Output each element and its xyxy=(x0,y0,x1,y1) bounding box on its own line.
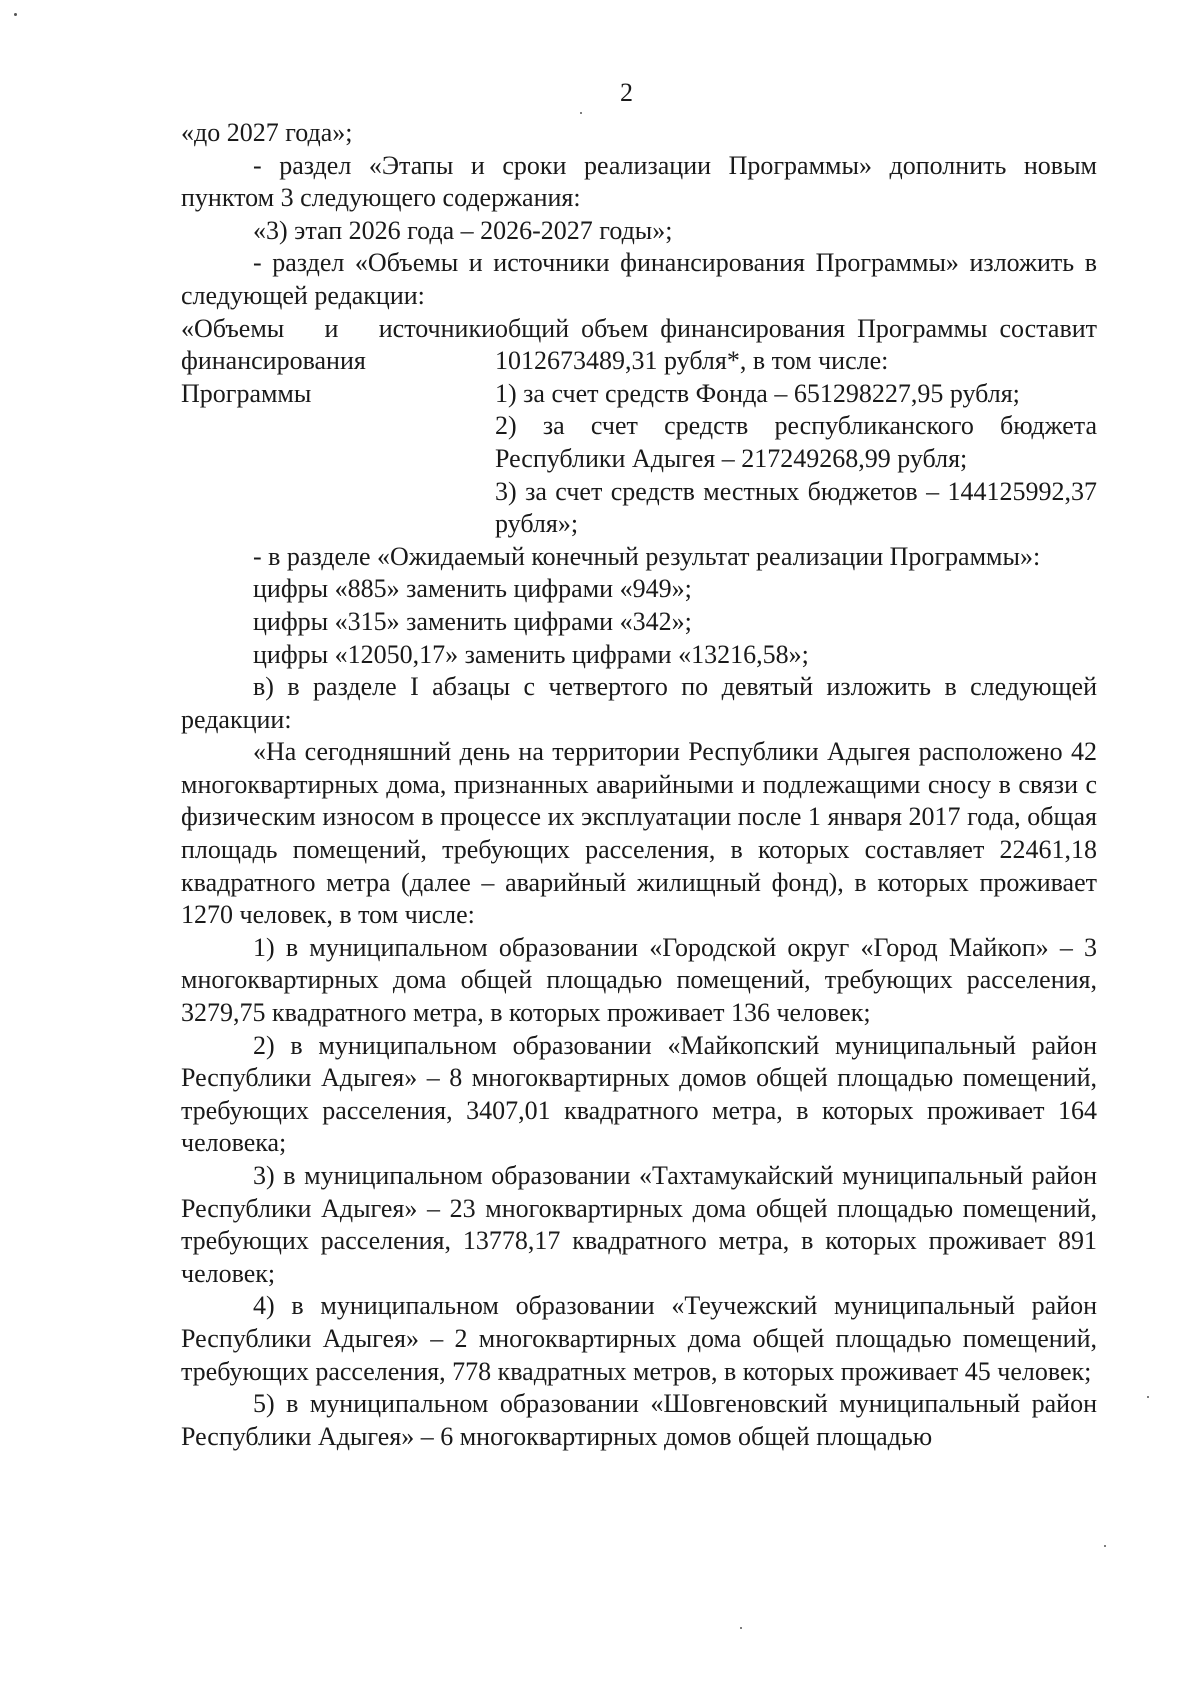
paragraph-shovgenov: 5) в муниципальном образовании «Шовгеновский муниципальный район Республики Адыгея» – 6 многоквартирных домов общей площадью xyxy=(181,1389,1097,1451)
paragraph-teuchezh: 4) в муниципальном образовании «Теучежский муниципальный район Республики Адыгея» – 2 многоквартирных дома общей площадью помещений, требующих расселения, 778 квадратных метров, в которых проживает 45 человек; xyxy=(181,1291,1097,1386)
funding-label-line: финансирования xyxy=(181,346,366,376)
paragraph-section-1: в) в разделе I абзацы с четвертого по девятый изложить в следующей редакции: xyxy=(181,672,1097,734)
document-body xyxy=(181,117,1097,1453)
scan-speck xyxy=(740,1627,742,1629)
funding-label xyxy=(181,313,495,541)
page-number: 2 xyxy=(620,78,633,107)
scan-speck xyxy=(1104,1545,1106,1547)
paragraph-takhtamukay: 3) в муниципальном образовании «Тахтамукайский муниципальный район Республики Адыгея» – 23 многоквартирных дома общей площадью помещений, требующих расселения, 13778,17 квадратного метра, в которых проживает 891 человек; xyxy=(181,1161,1097,1288)
paragraph-expected-result: - в разделе «Ожидаемый конечный результат реализации Программы»: xyxy=(253,541,1041,571)
paragraph-replace-315: цифры «315» заменить цифрами «342»; xyxy=(253,606,692,636)
funding-label-line: Программы xyxy=(181,378,312,408)
funding-values xyxy=(495,313,1097,541)
funding-item-local-budgets: 3) за счет средств местных бюджетов – 144125992,37 рубля»; xyxy=(495,476,1097,539)
funding-label-line: «Объемы и источники xyxy=(181,313,495,343)
paragraph-replace-12050: цифры «12050,17» заменить цифрами «13216,58»; xyxy=(253,639,809,669)
funding-passport-row xyxy=(181,313,1097,541)
paragraph-maykop-city: 1) в муниципальном образовании «Городской округ «Город Майкоп» – 3 многоквартирных дома общей площадью помещений, требующих расселения, 3279,75 квадратного метра, в которых проживает 136 человек; xyxy=(181,932,1097,1028)
paragraph-today: «На сегодняшний день на территории Республики Адыгея расположено 42 многоквартирных дома, признанных аварийными и подлежащими сносу в связи с физическим износом в процессе их эксплуатации после 1 января 2017 года, общая площадь помещений, требующих расселения, в которых составляет 22461,18 квадратного метра (далее – аварийный жилищный фонд), в которых проживает 1270 человек, в том числе: xyxy=(181,737,1097,930)
paragraph-stage-2026: «3) этап 2026 года – 2026-2027 годы»; xyxy=(253,215,673,245)
paragraph-stages-section: - раздел «Этапы и сроки реализации Программы» дополнить новым пунктом 3 следующего содержания: xyxy=(181,150,1097,213)
funding-item-fund: 1) за счет средств Фонда – 651298227,95 рубля; xyxy=(495,378,1020,408)
scan-speck xyxy=(580,112,582,114)
paragraph-maykop-district: 2) в муниципальном образовании «Майкопский муниципальный район Республики Адыгея» – 8 многоквартирных домов общей площадью помещений, требующих расселения, 3407,01 квадратного метра, в которых проживает 164 человека; xyxy=(181,1030,1097,1158)
scan-speck xyxy=(14,13,17,16)
paragraph-funding-section: - раздел «Объемы и источники финансирования Программы» изложить в следующей редакции: xyxy=(181,248,1097,310)
funding-item-republic-budget: 2) за счет средств республиканского бюджета Республики Адыгея – 217249268,99 рубля; xyxy=(495,411,1097,473)
paragraph-replace-885: цифры «885» заменить цифрами «949»; xyxy=(253,574,692,604)
scan-speck xyxy=(1147,1396,1149,1398)
funding-total: общий объем финансирования Программы составит 1012673489,31 рубля*, в том числе: xyxy=(495,313,1097,376)
paragraph-until-2027: «до 2027 года»; xyxy=(181,118,353,147)
